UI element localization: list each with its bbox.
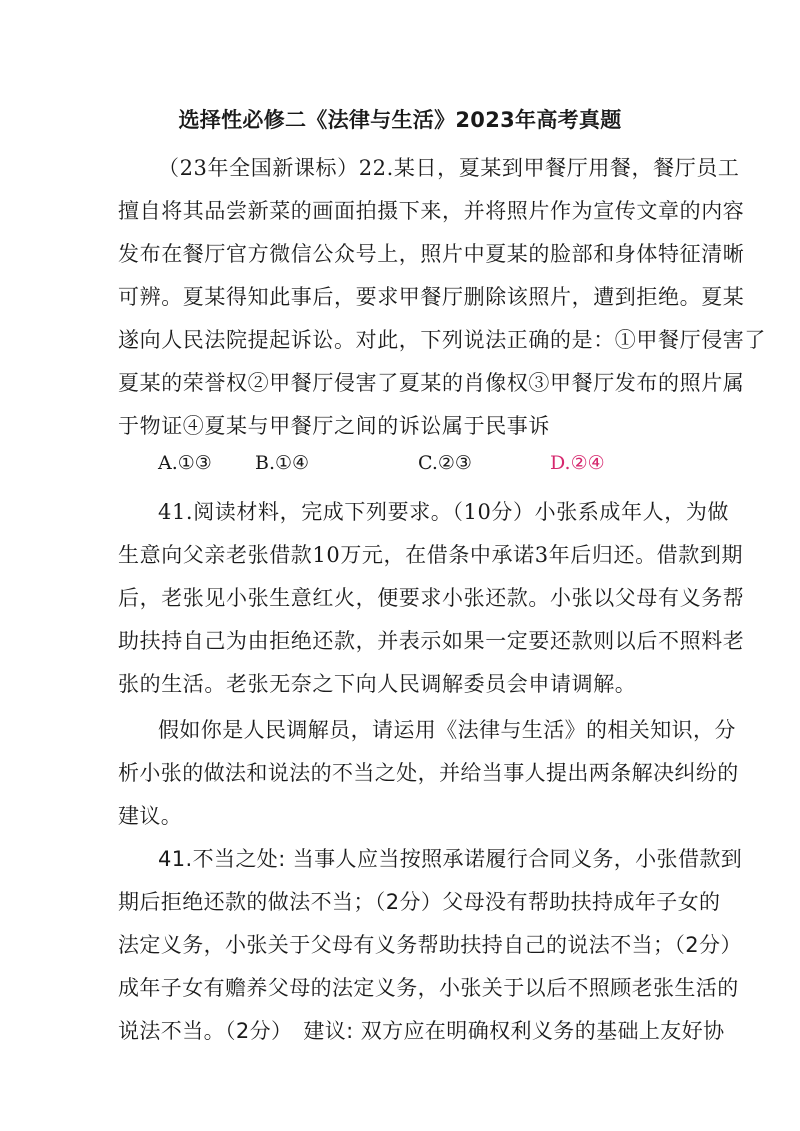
q41-answer-line-3: 法定义务，小张关于父母有义务帮助扶持自己的说法不当；（2分）: [118, 933, 742, 957]
q41-prompt-line-2: 析小张的做法和说法的不当之处，并给当事人提出两条解决纠纷的: [118, 761, 739, 785]
document-title: 选择性必修二《法律与生活》2023年高考真题: [178, 108, 622, 132]
q22-line-7: 于物证④夏某与甲餐厅之间的诉讼属于民事诉: [118, 414, 550, 438]
q41-prompt-line-3: 建议。: [118, 804, 183, 828]
q22-option-b: B.①④: [255, 452, 310, 474]
q41-line-1: 41.阅读材料，完成下列要求。（10分）小张系成年人，为做: [158, 500, 730, 524]
q41-prompt-line-1: 假如你是人民调解员，请运用《法律与生活》的相关知识，分: [158, 718, 736, 742]
q22-line-3: 发布在餐厅官方微信公众号上，照片中夏某的脸部和身体特征清晰: [118, 242, 745, 266]
q22-option-a: A.①③: [158, 452, 212, 474]
q41-answer-line-2: 期后拒绝还款的做法不当；（2分）父母没有帮助扶持成年子女的: [118, 890, 721, 914]
q41-answer-line-1: 41.不当之处: 当事人应当按照承诺履行合同义务，小张借款到: [158, 847, 743, 871]
q41-line-4: 助扶持自己为由拒绝还款，并表示如果一定要还款则以后不照料老: [118, 629, 745, 653]
q22-line-5: 遂向人民法院提起诉讼。对此，下列说法正确的是：①甲餐厅侵害了: [118, 328, 766, 352]
q22-option-d-correct: D.②④: [550, 452, 605, 474]
q41-line-5: 张的生活。老张无奈之下向人民调解委员会申请调解。: [118, 672, 637, 696]
q41-answer-line-4: 成年子女有赡养父母的法定义务，小张关于以后不照顾老张生活的: [118, 976, 739, 1000]
q41-line-2: 生意向父亲老张借款10万元，在借条中承诺3年后归还。借款到期: [118, 543, 744, 567]
q22-option-c: C.②③: [418, 452, 472, 474]
q22-line-6: 夏某的荣誉权②甲餐厅侵害了夏某的肖像权③甲餐厅发布的照片属: [118, 371, 745, 395]
q41-line-3: 后，老张见小张生意红火，便要求小张还款。小张以父母有义务帮: [118, 586, 745, 610]
q41-answer-line-5: 说法不当。（2分） 建议: 双方应在明确权利义务的基础上友好协: [118, 1019, 725, 1043]
q22-line-1: （23年全国新课标）22.某日，夏某到甲餐厅用餐，餐厅员工: [158, 156, 740, 180]
q22-line-4: 可辨。夏某得知此事后，要求甲餐厅删除该照片，遭到拒绝。夏某: [118, 285, 745, 309]
q22-line-2: 擅自将其品尝新菜的画面拍摄下来，并将照片作为宣传文章的内容: [118, 199, 745, 223]
